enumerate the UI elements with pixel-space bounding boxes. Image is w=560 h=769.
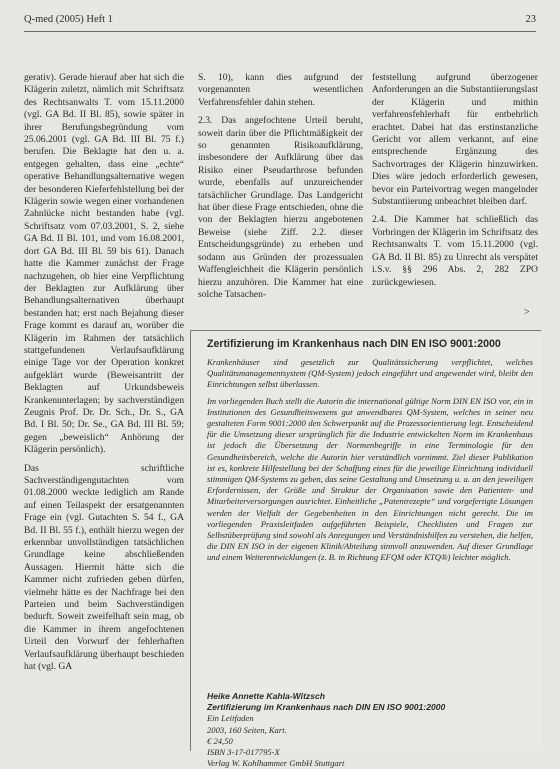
column1-paragraph-2: Das schriftliche Sachverständigengutachten vom 01.08.2000 weckte lediglich am Rande auf einen Teilaspekt der ersatgenannten Frage ein (vgl. Gutachten S. 54 f., GA Bd. II Bl. 55 f.), enthält hierzu wegen der erkennbar unvollständigen tatsächlichen Grundlage keine abschließenden Aussagen. Hiermit hätte sich die Kammer nicht zufrieden geben dürfen, vielmehr hätte es der Nachfrage bei den Parteien und beim Sachverständigen bedurft. Soweit zweifelhaft sein mag, ob die Kammer in ihrem angefochtenen Urteil den Vorwurf der fehlerhaften Verlaufsaufklärung überhaupt beschieden hat (vgl. GA xyxy=(24,462,184,673)
box-body xyxy=(207,357,533,637)
book-isbn: ISBN 3-17-017795-X xyxy=(207,747,280,758)
page-number: 23 xyxy=(525,14,536,25)
column1-paragraph-1: gerativ). Gerade hierauf aber hat sich die Klägerin zuletzt, nämlich mit Schriftsatz des Rechtsanwalts T. vom 15.11.2000 (vgl. GA Bd. II Bl. 85), sowie später in ihrer Berufungsbegründung vom 25.06.2001 (vgl. GA Bd. III Bl. 75 f.) berufen. Die Beklagte hat den u. a. entgegen gehalten, dass eine „echte“ operative Behandlungsalternative wegen der besonderen Kieferfehlstellung bei der Klägerin sowie wegen einer vorhandenen Zahnlücke nicht bestanden habe (vgl. Schriftsatz vom 07.03.2001, S. 2, siehe GA Bd. II Bl. 101, und vom 16.08.2001, dort GA Bd. III Bl. 59 bis 61). Danach hatte die Kammer zunächst der Frage nachzugehen, ob hier eine Verpflichtung der Beklagten zur Aufklärung über Behandlungsalternativen überhaupt bestanden hat; erst nach Bejahung dieser Frage kommt es darauf an, worüber die Klägerin im Rahmen der tatsächlich stattgefundenen Verlaufsaufklärung einige Tage vor der Operation konkret aufgeklärt wurde (Beweisantritt der Beklagten auf Urkundsbeweis Krankenunterlagen; by sachverständigen Zeugnis Prof. Dr. Dr. Sch., Dr. S., GA Bd. I Bl. 50; Dr. Se., GA Bd. III Bl. 59; gegen „beweislich“ Anhörung der Klägerin persönlich). xyxy=(24,72,184,456)
book-review-box xyxy=(190,330,541,769)
book-details xyxy=(207,691,533,769)
header-rule xyxy=(24,31,536,32)
book-price: € 24,50 xyxy=(207,735,233,746)
continue-arrow-icon: > xyxy=(524,307,530,318)
journal-name: Q-med (2005) Heft 1 xyxy=(24,14,113,25)
book-author: Heike Annette Kahla-Witzsch xyxy=(207,691,326,701)
book-title: Zertifizierung im Krankenhaus nach DIN EN ISO 9001:2000 xyxy=(207,702,446,713)
box-title: Zertifizierung im Krankenhaus nach DIN EN ISO 9001:2000 xyxy=(207,338,501,350)
page-header xyxy=(24,14,536,30)
box-paragraph-2: Im vorliegenden Buch stellt die Autorin die international gültige Norm DIN EN ISO vor, ein in Institutionen des Gesundheitswesens gut anwendbares QM-System, welches in seiner neu gestalteten Form 9001:2000 den Schwerpunkt auf die Prozessorientierung legt. Entscheidend für die Umsetzung dieser ursprünglich für die Industrie entwickelten Norm im Krankenhaus ist jedoch die Übersetzung der Normenbegriffe in eine Terminologie für den Gesundheitsbereich, welche die Autorin hier verständlich vornimmt. Ziel dieser Publikation ist es, konkrete Hilfestellung bei der Schaffung eines für die jeweilige Einrichtung individuell stimmigen QM-Systems zu geben, das seine Gestaltung und Umsetzung u. a. an den jeweiligen Erfordernissen, der Größe und Struktur der Organisation sowie den Patienten- und Mitarbeiterversorgungen ausrichtet. Einheitliche „Patentrezepte“ und vorgefertigte Lösungen werden der Vielfalt der Gegebenheiten in den Einrichtungen nicht gerecht. Die im vorliegenden Praxisleitfaden aufgeführten Beispiele, Checklisten und Fragen zur Selbstüberprüfung sind sowohl als Anregungen und Verständnishilfen zu verstehen, die helfen, die DIN EN ISO in der eigenen Klinik/Abteilung sinnvoll anzuwenden. Auf dieser Grundlage und einem Weiterentwicklungen (z. B. in Richtung EFQM oder KTQ®) leichter möglich. xyxy=(207,395,533,563)
text-column-1 xyxy=(24,72,184,744)
column3-paragraph-1: feststellung aufgrund überzogener Anforderungen an die Substantiierungslast der Klägerin und mithin verfahrensfehlerhaft für entbehrlich erachtet. Dabei hat das erstinstanzliche Gericht vor allem verkannt, auf eine entsprechende Ergänzung des Sachvortrages der Klägerin hinzuwirken. Dies wäre jedoch erforderlich gewesen, bevor ein Parteivortrag wegen mangelnder Substantiierung unbeachtet bleiben darf. xyxy=(372,72,538,208)
box-paragraph-1: Krankenhäuser sind gesetzlich zur Qualitätssicherung verpflichtet, welches Qualitätsmanagementsystem (QM-System) jedoch eingeführt und angewendet wird, bleibt den Einrichtungen selbst überlassen. xyxy=(207,357,533,390)
column2-paragraph-2: 2.3. Das angefochtene Urteil beruht, soweit darin über die Pflichtmäßigkeit der so genannten Risikoaufklärung, insbesondere der Aufklärung über das Risiko einer Pseudarthrose befunden wurde, ebenfalls auf unzureichender tatsächlicher Grundlage. Das Landgericht hat über diese Frage entschieden, ohne die von der Beklagten hierzu angebotenen Beweise (siehe Ziff. 2.2. dieser Entscheidungsgründe) zu erheben und sodann aus Gründen der prozessualen Waffengleichheit die Klägerin persönlich hierzu anzuhören. Die Kammer hat eine solche Tatsachen- xyxy=(198,115,363,300)
book-subtitle: Ein Leitfaden xyxy=(207,713,254,724)
column2-paragraph-1: S. 10), kann dies aufgrund der vorgenannten wesentlichen Verfahrensfehler dahin stehen. xyxy=(198,72,363,108)
text-column-3 xyxy=(372,72,538,320)
column3-paragraph-2: 2.4. Die Kammer hat schließlich das Vorbringen der Klägerin im Schriftsatz des Rechtsanwalts T. vom 15.11.2000 (vgl. GA Bd. II Bl. 85) zu Unrecht als verspätet i.S.v. §§ 296 Abs. 2, 282 ZPO zurückgewiesen. xyxy=(372,214,538,288)
book-publisher: Verlag W. Kohlhammer GmbH Stuttgart xyxy=(207,758,345,769)
book-publication: 2003, 160 Seiten, Kart. xyxy=(207,724,287,735)
text-column-2 xyxy=(198,72,363,318)
